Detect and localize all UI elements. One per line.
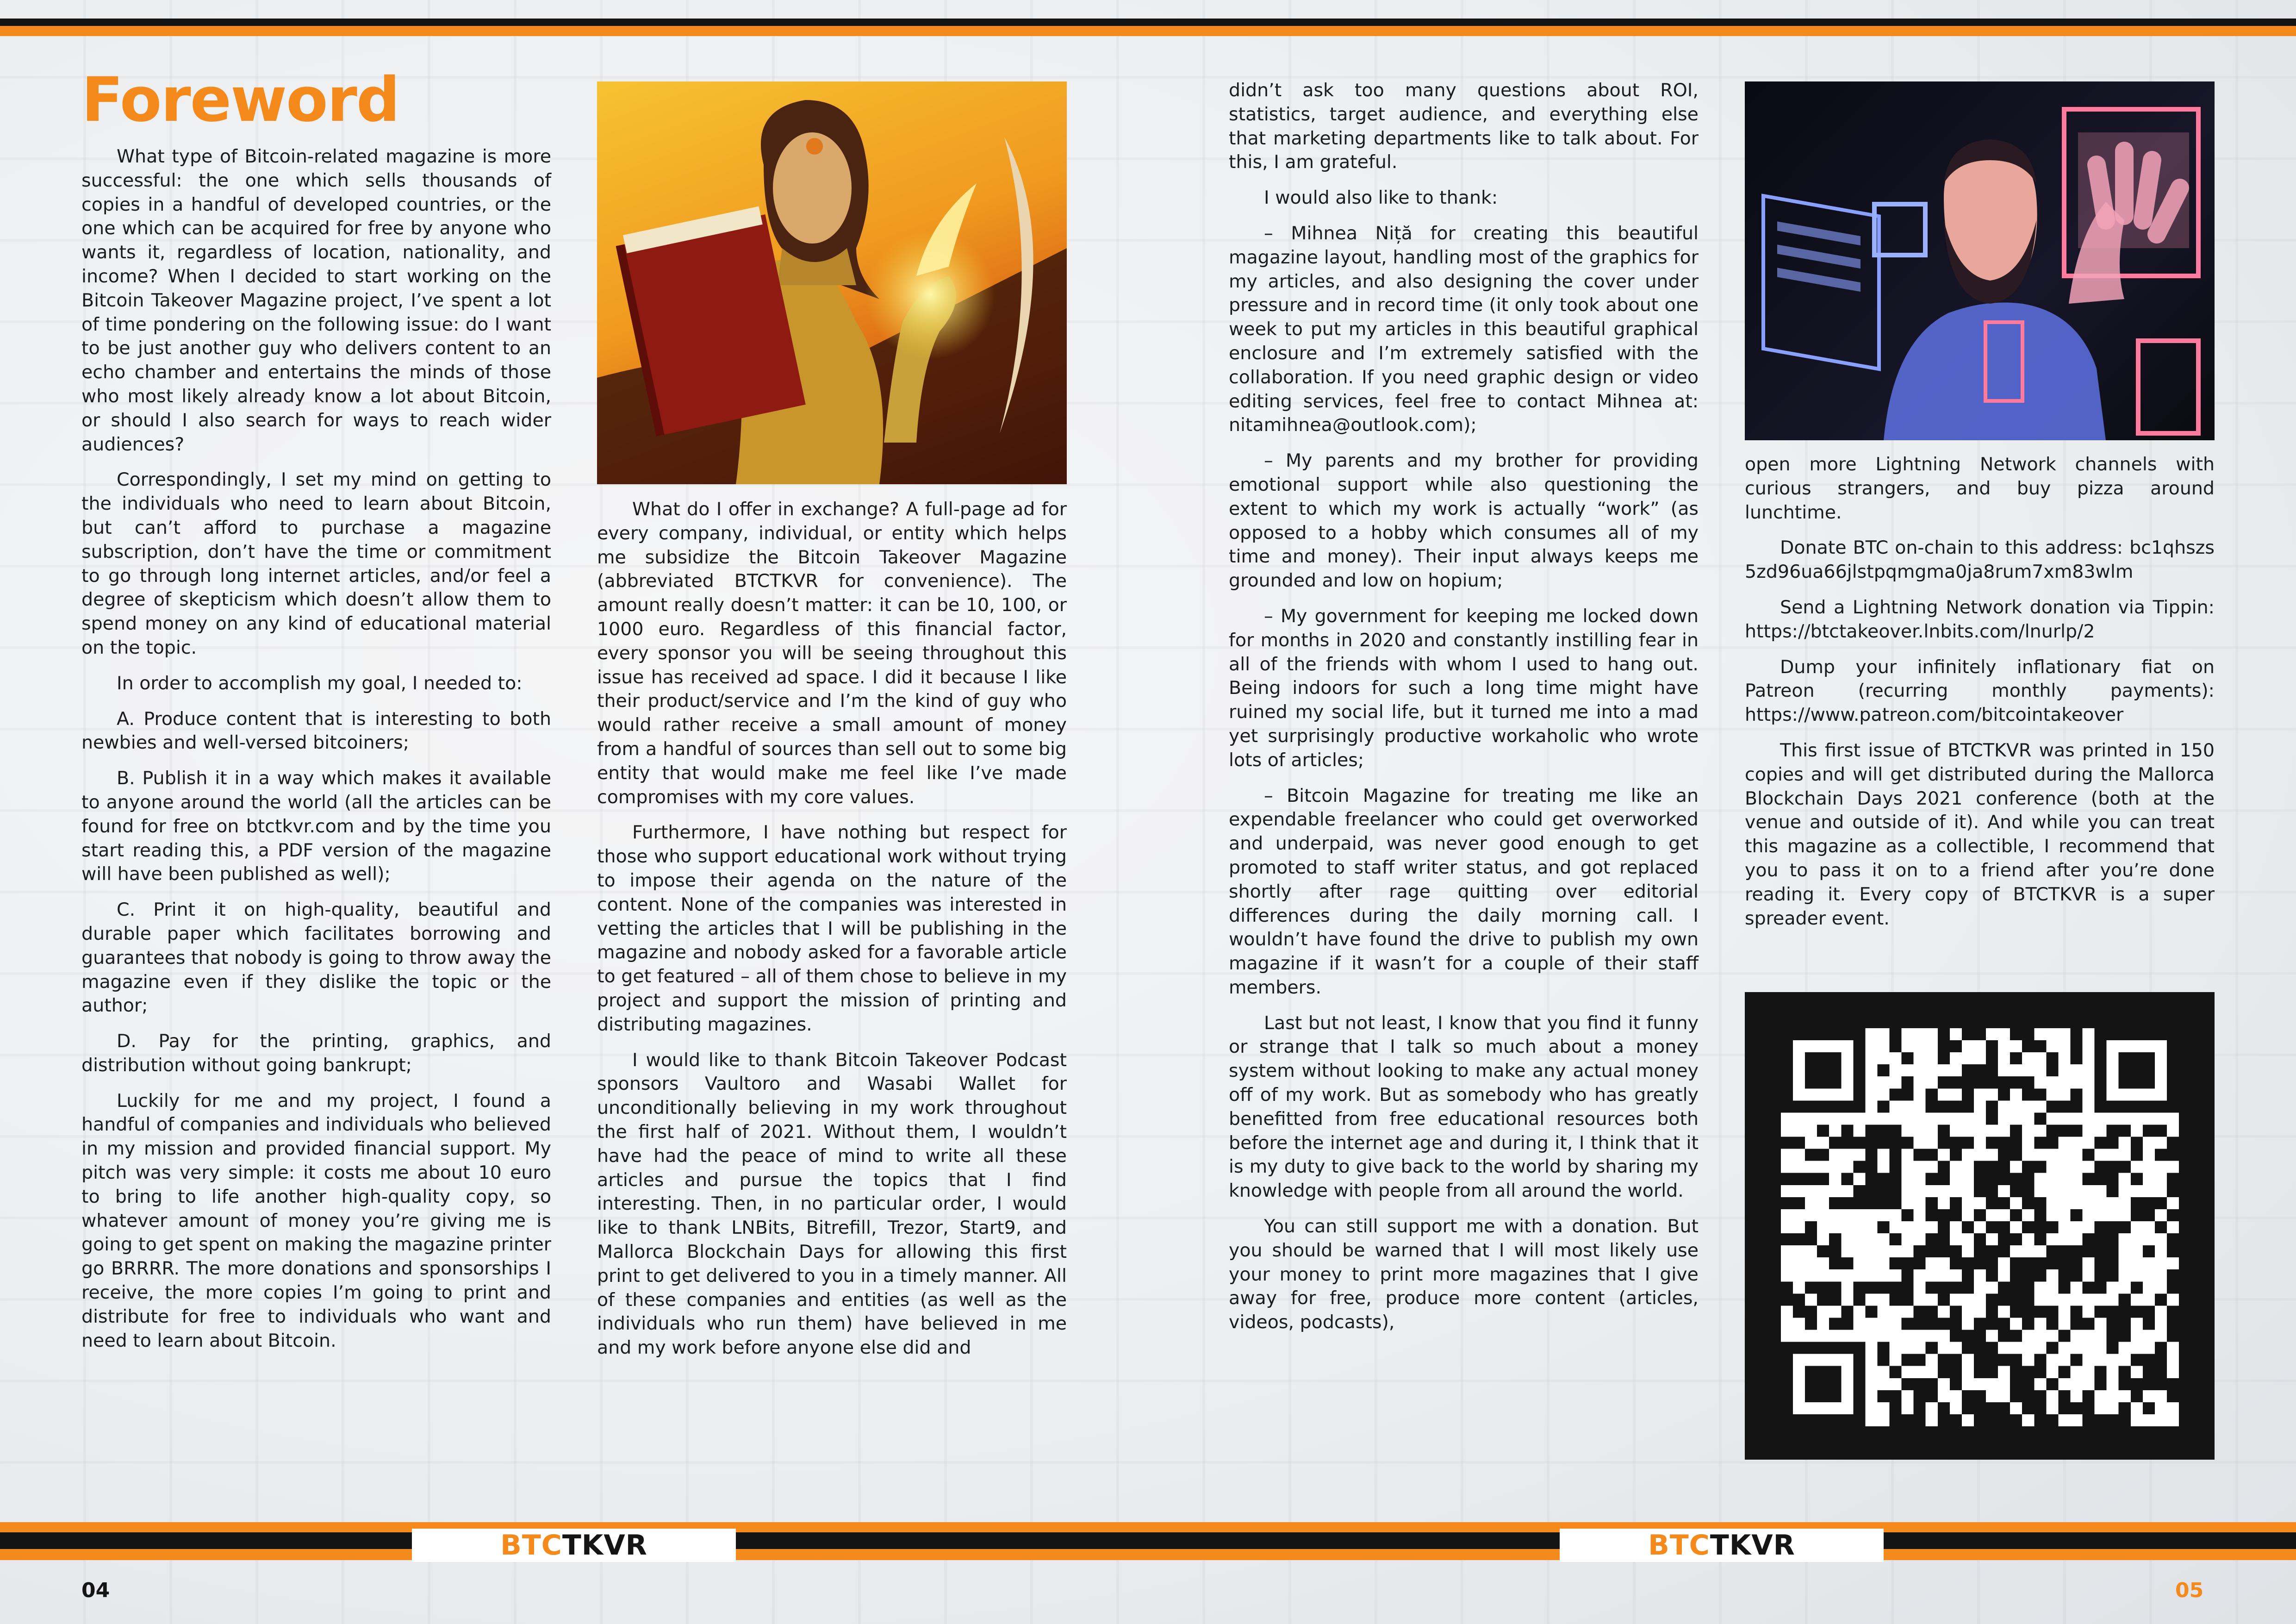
illustration-reader-svg — [597, 81, 1067, 484]
column-1 — [81, 145, 551, 1364]
paragraph: – My government for keeping me locked down for months in 2020 and constantly instilling fear in all of the friends with whom I used to hang out. Being indoors for such a long time might have ruined my social life, but it turned me into a mad yet surprisingly productive workaholic who wrote lots of articles; — [1229, 605, 1699, 771]
column-4 — [1745, 453, 2215, 942]
qr-code-card — [1745, 992, 2215, 1460]
brand-part-1: BTC — [1648, 1529, 1710, 1562]
paragraph: Correspondingly, I set my mind on getting to the individuals who need to learn about Bitcoin, but can’t afford to purchase a magazine subscription, don’t have the time or commitment to go through long internet articles, and/or feel a degree of skepticism which doesn’t allow them to spend money on any kind of educational material on the topic. — [81, 469, 551, 658]
illustration-reader-with-quill — [597, 81, 1067, 484]
bottom-stripe-dark — [0, 1532, 2296, 1549]
brand-part-2: TKVR — [1710, 1529, 1795, 1562]
paragraph: B. Publish it in a way which makes it available to anyone around the world (all the articles can be found for free on btctkvr.com and by the time you start reading this, a PDF version of the magazine will have been published as well); — [81, 768, 551, 885]
page-number-right: 05 — [2175, 1579, 2204, 1602]
paragraph: – Bitcoin Magazine for treating me like an expendable freelancer who could get overworked and underpaid, was never good enough to get promoted to staff writer status, and got replaced shortly after rage quitting over editorial differences during the daily morning call. I wouldn’t have found the drive to publish my own magazine if it wasn’t for a couple of their staff members. — [1229, 785, 1699, 998]
paragraph: What do I offer in exchange? A full-page ad for every company, individual, or entity which helps me subsidize the Bitcoin Takeover Magazine (abbreviated BTCTKVR for convenience). The amount really doesn’t matter: it can be 10, 100, or 1000 euro. Regardless of this financial factor, every sponsor you will be seeing throughout this issue has received ad space. I did it because I like their product/service and I’m the kind of guy who would rather receive a small amount of money from a handful of sources than sell out to some big entity that would make me feel like I’ve made compromises with my core values. — [597, 499, 1067, 808]
page-title: Foreword — [81, 64, 399, 136]
brand-logo-left — [412, 1529, 736, 1562]
paragraph: In order to accomplish my goal, I needed to: — [117, 672, 523, 694]
bottom-stripe-orange-2 — [0, 1549, 2296, 1560]
paragraph: This first issue of BTCTKVR was printed in 150 copies and will get distributed during the Mallorca Blockchain Days 2021 conference (both at the venue and outside of it). And while you can treat this magazine as a collectible, I recommend that you to pass it on to a friend after you’re done reading it. Every copy of BTCTKVR is a super spreader event. — [1745, 739, 2215, 929]
paragraph: I would also like to thank: — [1264, 187, 1498, 209]
paragraph-continued: open more Lightning Network channels with curious strangers, and buy pizza around lunchtime. — [1745, 454, 2215, 523]
paragraph-continued: didn’t ask too many questions about ROI, statistics, target audience, and everything else that marketing departments like to talk about. For this, I am grateful. — [1229, 80, 1699, 173]
paragraph: Furthermore, I have nothing but respect for those who support educational work without trying to impose their agenda on the nature of the content. None of the companies was interested in vetting the articles that I will be publishing in the magazine and nobody asked for a favorable article to get featured – all of them chose to believe in my project and support the mission of printing and distributing magazines. — [597, 822, 1067, 1035]
paragraph: D. Pay for the printing, graphics, and distribution without going bankrupt; — [81, 1031, 551, 1076]
brand-part-2: TKVR — [562, 1529, 647, 1562]
paragraph: What type of Bitcoin-related magazine is more successful: the one which sells thousands of copies in a handful of developed countries, or the one which can be acquired for free by anyone who wants it, regardless of location, nationality, and income? When I decided to start working on the Bitcoin Takeover Magazine project, I’ve spent a lot of time pondering on the following issue: do I want to be just another guy who delivers content to an echo chamber and entertains the minds of those who most likely already know a lot about Bitcoin, or should I also search for ways to reach wider audiences? — [81, 146, 551, 455]
paragraph: You can still support me with a donation. But you should be warned that I will most likely use your money to print more magazines that I give away for free, produce more content (articles, videos, podcasts), — [1229, 1216, 1699, 1333]
donation-btc-address: Donate BTC on-chain to this address: bc1qhszs5zd96ua66jlstpqmgma0ja8rum7xm83wlm — [1745, 537, 2215, 583]
paragraph: A. Produce content that is interesting to both newbies and well-versed bitcoiners; — [81, 708, 551, 754]
top-stripe-dark — [0, 19, 2296, 26]
paragraph: – Mihnea Niță for creating this beautiful magazine layout, handling most of the graphics for my articles, and also designing the cover under pressure and in record time (it only took about one week to put my articles in this beautiful graphical enclosure and I’m extremely satisfied with the collaboration. If you need graphic design or video editing services, feel free to contact Mihnea at: nitamihnea@outlook.com); — [1229, 222, 1699, 436]
qr-code-matrix — [1781, 1028, 2179, 1426]
illustration-author-svg — [1745, 81, 2215, 440]
top-stripe-orange — [0, 26, 2296, 36]
page-number-left: 04 — [81, 1579, 110, 1602]
brand-part-1: BTC — [500, 1529, 562, 1562]
illustration-holographic-author — [1745, 81, 2215, 440]
brand-logo-right — [1560, 1529, 1884, 1562]
column-2 — [597, 498, 1067, 1372]
donation-lightning: Send a Lightning Network donation via Tippin:https://btctakeover.lnbits.com/lnurlp/2 — [1745, 596, 2215, 642]
paragraph: Luckily for me and my project, I found a handful of companies and individuals who believed in my mission and provided financial support. My pitch was very simple: it costs me about 10 euro to bring to life another high-quality copy, so whatever amount of money you’re giving me is going to get spent on making the magazine printer go BRRRR. The more donations and sponsorships I receive, the more copies I’m going to print and distribute for free to individuals who want and need to learn about Bitcoin. — [81, 1090, 551, 1351]
column-3 — [1229, 79, 1699, 1346]
paragraph: C. Print it on high-quality, beautiful and durable paper which facilitates borrowing and guarantees that nobody is going to throw away the magazine even if they dislike the topic or the author; — [81, 899, 551, 1017]
bottom-stripe-orange — [0, 1522, 2296, 1532]
paragraph: I would like to thank Bitcoin Takeover Podcast sponsors Vaultoro and Wasabi Wallet for unconditionally believing in my work throughout the first half of 2021. Without them, I wouldn’t have had the peace of mind to write all these articles and pursue the topics that I find interesting. Then, in no particular order, I would like to thank LNBits, Bitrefill, Trezor, Start9, and Mallorca Blockchain Days for allowing this first print to get delivered to you in a timely manner. All of these companies and entities (as well as the individuals who run them) have believed in me and my work before anyone else did and — [597, 1049, 1067, 1359]
qr-code — [1781, 1028, 2179, 1426]
donation-patreon: Dump your infinitely inflationary fiat on Patreon (recurring monthly payments): https://www.patreon.com/bitcointakeover — [1745, 656, 2215, 726]
paragraph: – My parents and my brother for providing emotional support while also questioning the extent to which my work is actually “work” (as opposed to a hobby which consumes all of my time and money). Their input always keeps me grounded and low on hopium; — [1229, 450, 1699, 592]
paragraph: Last but not least, I know that you find it funny or strange that I talk so much about a money system without looking to make any actual money off of my work. But as somebody who has greatly benefitted from free educational resources both before the internet age and during it, I think that it is my duty to give back to the world by sharing my knowledge with people from all around the world. — [1229, 1012, 1699, 1202]
